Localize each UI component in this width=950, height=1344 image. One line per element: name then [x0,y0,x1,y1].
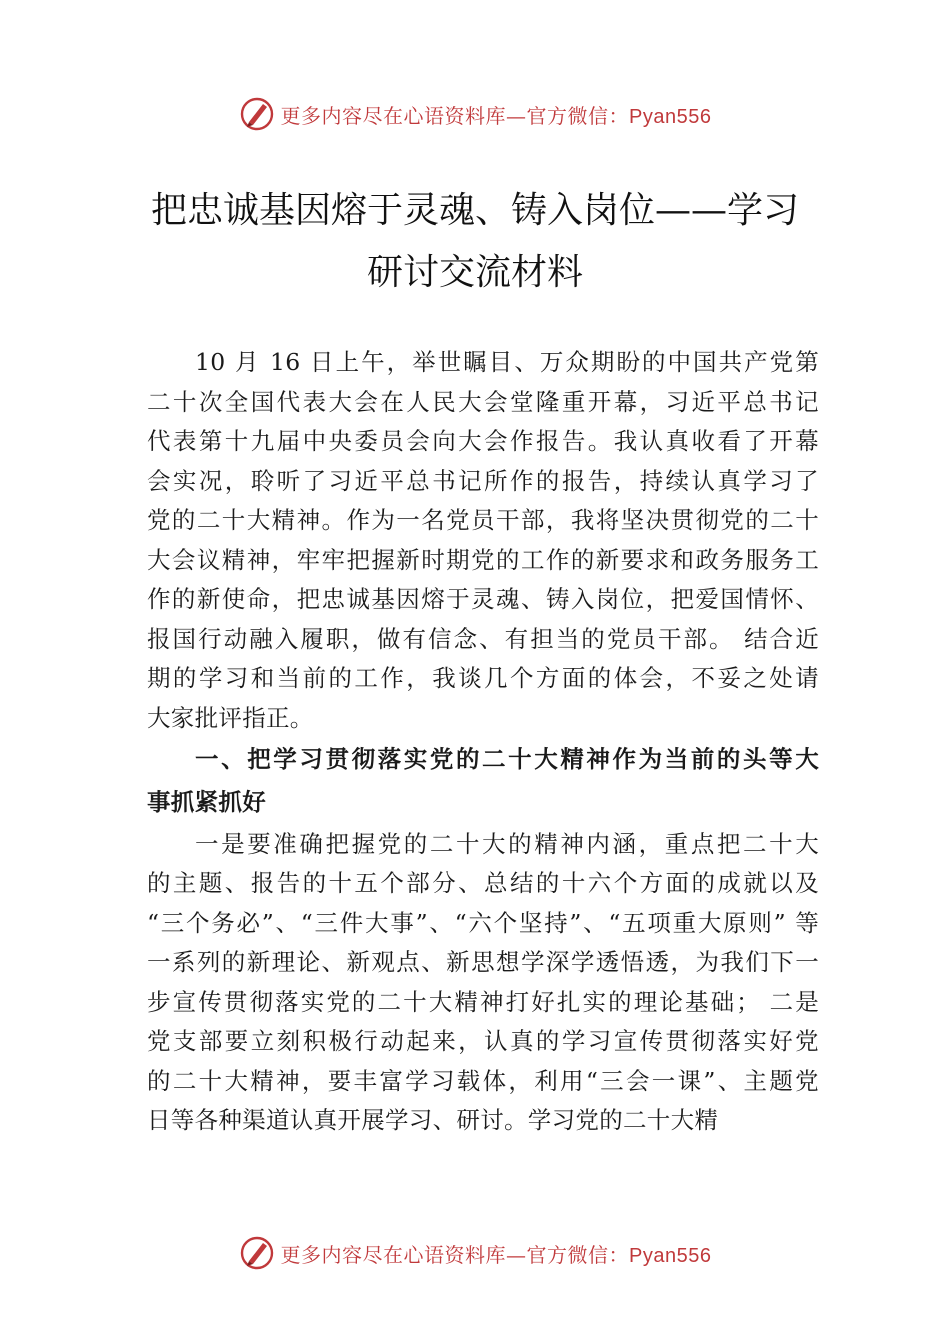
body-line: “三个务必”、“三件大事”、“六个坚持”、“五项重大原则” 等 [147,909,819,937]
pen-logo-icon [239,96,275,132]
body-line: 一系列的新理论、新观点、新思想学深学透悟透，为我们下一 [147,948,819,976]
body-line: 大家批评指正。 [147,704,314,732]
body-line: 日等各种渠道认真开展学习、研讨。学习党的二十大精 [147,1106,719,1134]
body-line: 期的学习和当前的工作，我谈几个方面的体会，不妥之处请 [147,664,819,692]
banner-site-name: 更多内容尽在心语资料库 [280,103,507,128]
body-line: 大会议精神，牢牢把握新时期党的工作的新要求和政务服务工 [147,546,819,574]
body-line: 作的新使命，把忠诚基因熔于灵魂、铸入岗位，把爱国情怀、 [147,585,819,613]
document-title-line-2: 研讨交流材料 [366,252,583,293]
section-heading: 事抓紧抓好 [147,788,266,816]
banner-site-name: 更多内容尽在心语资料库 [280,1242,507,1267]
banner-wechat-handle: Pyan556 [629,105,712,128]
body-line: 步宣传贯彻落实党的二十大精神打好扎实的理论基础； 二是 [147,988,819,1016]
footer-banner [0,1233,950,1273]
body-line: 党支部要立刻积极行动起来，认真的学习宣传贯彻落实好党 [147,1027,819,1055]
banner-wechat-label: 官方微信： [526,1242,630,1267]
banner-text [281,1239,712,1268]
body-line: 会实况，聆听了习近平总书记所作的报告，持续认真学习了 [147,467,819,495]
body-line: 二十次全国代表大会在人民大会堂隆重开幕，习近平总书记 [147,388,819,416]
banner-text [281,100,712,129]
body-line: 代表第十九届中央委员会向大会作报告。我认真收看了开幕 [147,427,819,455]
body-line: 的主题、报告的十五个部分、总结的十六个方面的成就以及 [147,869,819,897]
banner-wechat-handle: Pyan556 [629,1244,712,1267]
section-heading: 一、把学习贯彻落实党的二十大精神作为当前的头等大 [195,745,819,773]
header-banner [0,94,950,134]
body-line: 10 月 16 日上午，举世瞩目、万众期盼的中国共产党第 [195,348,819,376]
body-line: 一是要准确把握党的二十大的精神内涵，重点把二十大 [195,830,819,858]
document-title-line-1: 把忠诚基因熔于灵魂、铸入岗位——学习 [150,190,799,231]
body-line: 报国行动融入履职，做有信念、有担当的党员干部。 结合近 [147,625,819,653]
banner-separator: — [506,1242,527,1267]
body-line: 党的二十大精神。作为一名党员干部，我将坚决贯彻党的二十 [147,506,819,534]
body-line: 的二十大精神，要丰富学习载体，利用“三会一课”、主题党 [147,1067,819,1095]
banner-wechat-label: 官方微信： [526,103,630,128]
pen-logo-icon [239,1235,275,1271]
banner-separator: — [506,103,527,128]
